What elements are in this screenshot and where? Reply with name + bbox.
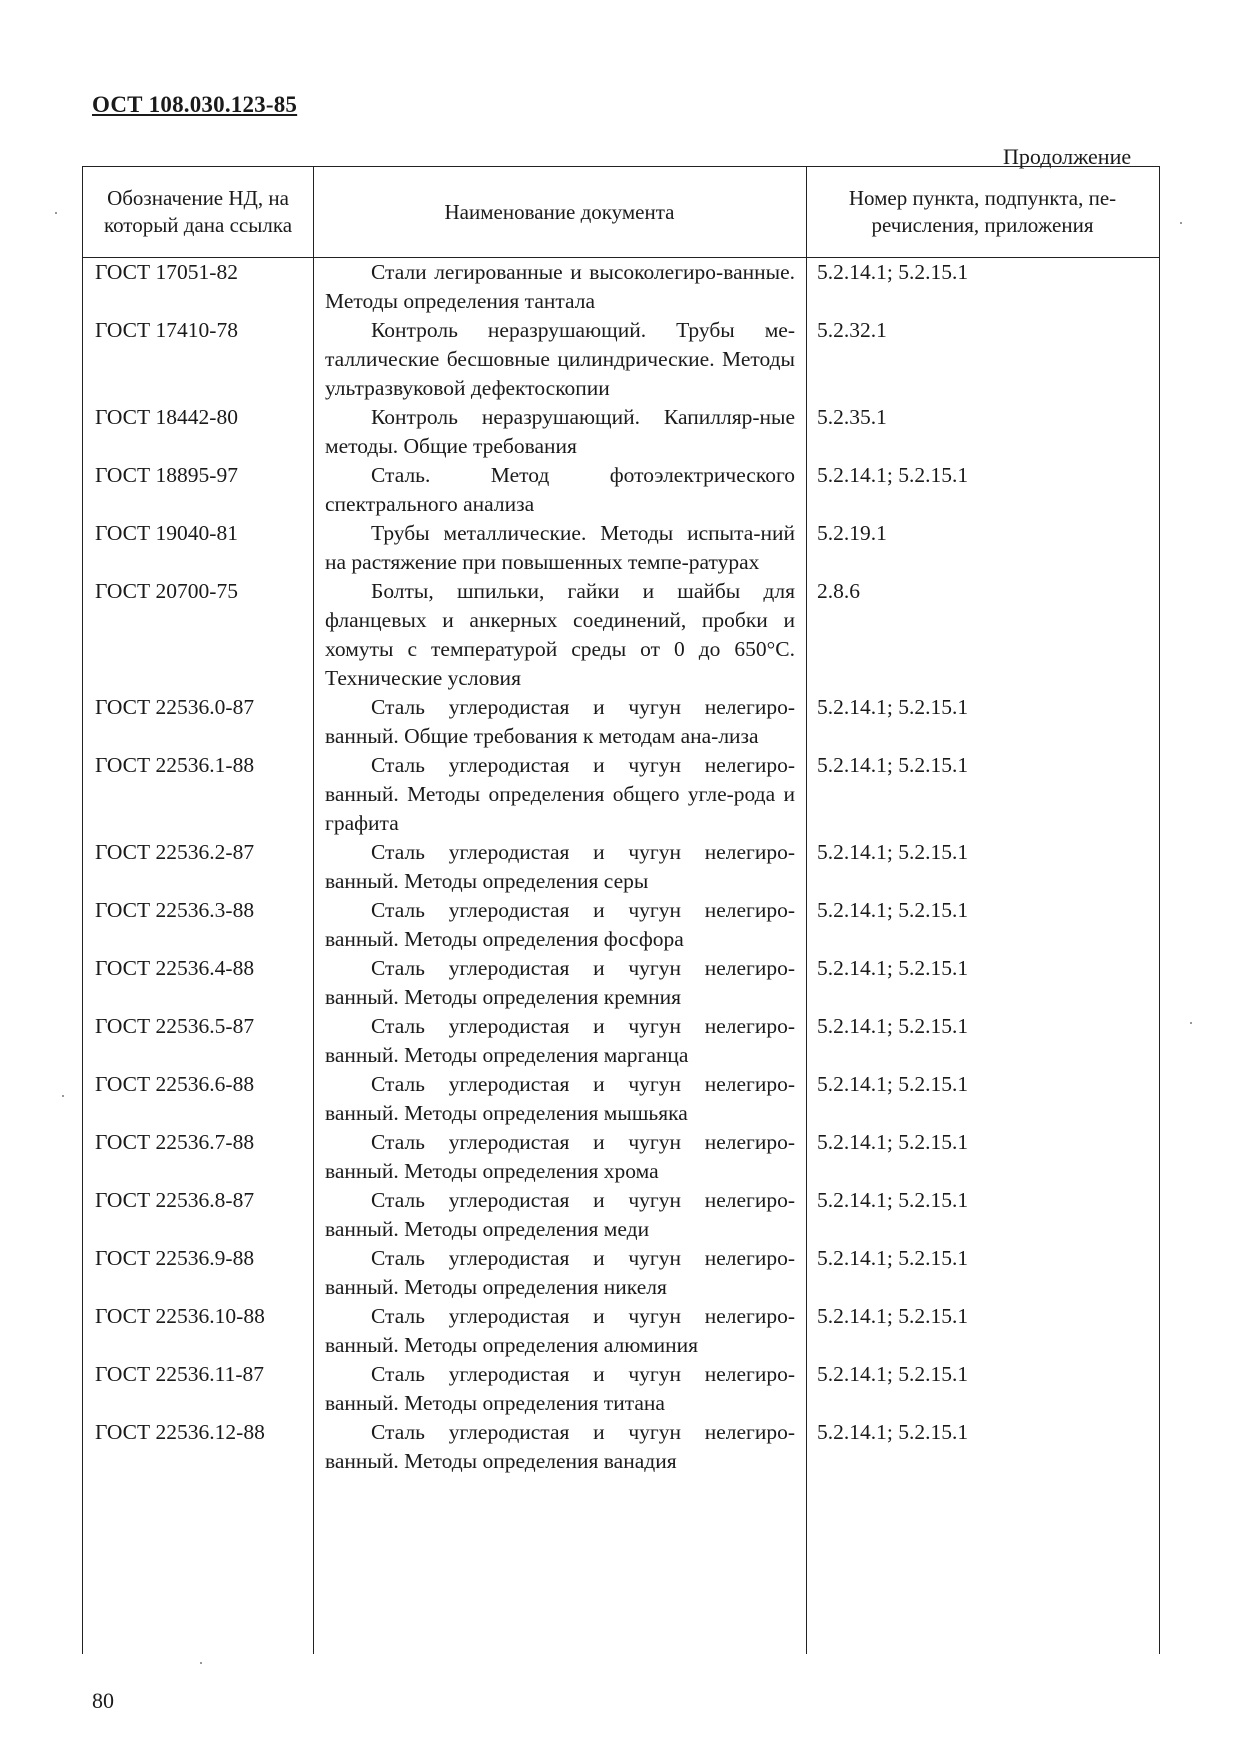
cell-clause-number: 5.2.32.1 [817, 318, 887, 342]
cell-document-name: Сталь углеродистая и чугун нелегиро-ванный. Методы определения хрома [325, 1130, 795, 1183]
cell-document-name: Болты, шпильки, гайки и шайбы для фланцевых и анкерных соединений, пробки и хомуты с температурой среды от 0 до 650°С. Технические условия [325, 579, 795, 690]
cell-clause-number: 2.8.6 [817, 579, 860, 603]
cell-document-name: Контроль неразрушающий. Капилляр-ные методы. Общие требования [325, 405, 795, 458]
cell-document-name: Сталь углеродистая и чугун нелегиро-ванный. Методы определения мышьяка [325, 1072, 795, 1125]
cell-clause-number: 5.2.35.1 [817, 405, 887, 429]
table-row [83, 693, 1159, 751]
cell-clause-number: 5.2.14.1; 5.2.15.1 [817, 1420, 969, 1444]
table-row [83, 316, 1159, 403]
cell-clause-number: 5.2.14.1; 5.2.15.1 [817, 1130, 969, 1154]
cell-clause-number: 5.2.14.1; 5.2.15.1 [817, 840, 969, 864]
cell-designation: ГОСТ 22536.4-88 [95, 956, 255, 980]
table-row [83, 896, 1159, 954]
cell-clause-number: 5.2.14.1; 5.2.15.1 [817, 1014, 969, 1038]
cell-clause-number: 5.2.14.1; 5.2.15.1 [817, 463, 969, 487]
table-row [83, 577, 1159, 693]
table-header-row [83, 166, 1159, 258]
document-code: ОСТ 108.030.123-85 [92, 92, 298, 117]
cell-clause-number: 5.2.14.1; 5.2.15.1 [817, 1362, 969, 1386]
continuation-label: Продолжение [1003, 144, 1132, 169]
table-row [83, 519, 1159, 577]
table-row [83, 954, 1159, 1012]
cell-document-name: Сталь углеродистая и чугун нелегиро-ванный. Методы определения фосфора [325, 898, 795, 951]
cell-document-name: Стали легированные и высоколегиро-ванные. Методы определения тантала [325, 260, 795, 313]
cell-clause-number: 5.2.14.1; 5.2.15.1 [817, 956, 969, 980]
cell-document-name: Сталь углеродистая и чугун нелегиро-ванный. Методы определения титана [325, 1362, 795, 1415]
table-row [83, 1302, 1159, 1360]
table-row [83, 1070, 1159, 1128]
cell-designation: ГОСТ 20700-75 [95, 579, 238, 603]
cell-clause-number: 5.2.14.1; 5.2.15.1 [817, 753, 969, 777]
cell-document-name: Трубы металлические. Методы испыта-ний на растяжение при повышенных темпе-ратурах [325, 521, 795, 574]
cell-clause-number: 5.2.14.1; 5.2.15.1 [817, 260, 969, 284]
table-row [83, 1360, 1159, 1418]
cell-document-name: Сталь углеродистая и чугун нелегиро-ванный. Методы определения меди [325, 1188, 795, 1241]
cell-designation: ГОСТ 22536.9-88 [95, 1246, 255, 1270]
cell-document-name: Контроль неразрушающий. Трубы ме-таллические бесшовные цилиндрические. Методы ультразвуковой дефектоскопии [325, 318, 795, 400]
table-row [83, 1186, 1159, 1244]
scan-speck [1180, 222, 1182, 224]
cell-clause-number: 5.2.14.1; 5.2.15.1 [817, 1188, 969, 1212]
column-header-clause-number: Номер пункта, подпункта, пе-речисления, приложения [848, 186, 1117, 237]
cell-document-name: Сталь углеродистая и чугун нелегиро-ванный. Общие требования к методам ана-лиза [325, 695, 795, 748]
cell-document-name: Сталь углеродистая и чугун нелегиро-ванный. Методы определения никеля [325, 1246, 795, 1299]
references-table [82, 166, 1160, 1654]
cell-clause-number: 5.2.14.1; 5.2.15.1 [817, 1304, 969, 1328]
cell-document-name: Сталь углеродистая и чугун нелегиро-ванный. Методы определения ванадия [325, 1420, 795, 1473]
cell-clause-number: 5.2.14.1; 5.2.15.1 [817, 695, 969, 719]
table-row [83, 1128, 1159, 1186]
cell-designation: ГОСТ 22536.2-87 [95, 840, 255, 864]
cell-clause-number: 5.2.14.1; 5.2.15.1 [817, 898, 969, 922]
scan-speck [1190, 1022, 1192, 1024]
table-row [83, 1418, 1159, 1476]
cell-designation: ГОСТ 22536.0-87 [95, 695, 255, 719]
cell-designation: ГОСТ 18442-80 [95, 405, 238, 429]
table-row [83, 258, 1159, 316]
scan-speck [200, 1662, 202, 1664]
table-row [83, 403, 1159, 461]
column-header-designation: Обозначение НД, на который дана ссылка [103, 186, 293, 237]
cell-designation: ГОСТ 22536.3-88 [95, 898, 255, 922]
cell-clause-number: 5.2.14.1; 5.2.15.1 [817, 1246, 969, 1270]
cell-designation: ГОСТ 22536.5-87 [95, 1014, 255, 1038]
table-body [83, 258, 1159, 1476]
cell-document-name: Сталь углеродистая и чугун нелегиро-ванный. Методы определения серы [325, 840, 795, 893]
cell-document-name: Сталь углеродистая и чугун нелегиро-ванный. Методы определения общего угле-рода и графита [325, 753, 795, 835]
scan-speck [62, 1095, 64, 1097]
cell-designation: ГОСТ 22536.7-88 [95, 1130, 255, 1154]
cell-clause-number: 5.2.14.1; 5.2.15.1 [817, 1072, 969, 1096]
cell-designation: ГОСТ 22536.12-88 [95, 1420, 265, 1444]
cell-designation: ГОСТ 22536.8-87 [95, 1188, 255, 1212]
cell-designation: ГОСТ 17051-82 [95, 260, 238, 284]
column-header-document-name: Наименование документа [444, 199, 675, 224]
table-row [83, 1012, 1159, 1070]
cell-clause-number: 5.2.19.1 [817, 521, 887, 545]
cell-designation: ГОСТ 22536.11-87 [95, 1362, 265, 1386]
cell-designation: ГОСТ 19040-81 [95, 521, 238, 545]
cell-document-name: Сталь углеродистая и чугун нелегиро-ванный. Методы определения кремния [325, 956, 795, 1009]
cell-designation: ГОСТ 22536.6-88 [95, 1072, 255, 1096]
cell-designation: ГОСТ 22536.10-88 [95, 1304, 265, 1328]
cell-document-name: Сталь углеродистая и чугун нелегиро-ванный. Методы определения алюминия [325, 1304, 795, 1357]
table-row [83, 838, 1159, 896]
cell-designation: ГОСТ 22536.1-88 [95, 753, 255, 777]
cell-document-name: Сталь углеродистая и чугун нелегиро-ванный. Методы определения марганца [325, 1014, 795, 1067]
table-row [83, 1244, 1159, 1302]
page-number: 80 [92, 1688, 114, 1713]
table-row [83, 461, 1159, 519]
cell-designation: ГОСТ 18895-97 [95, 463, 238, 487]
cell-designation: ГОСТ 17410-78 [95, 318, 238, 342]
cell-document-name: Сталь. Метод фотоэлектрического спектрального анализа [325, 463, 795, 516]
scan-speck [55, 212, 57, 214]
table-row [83, 751, 1159, 838]
